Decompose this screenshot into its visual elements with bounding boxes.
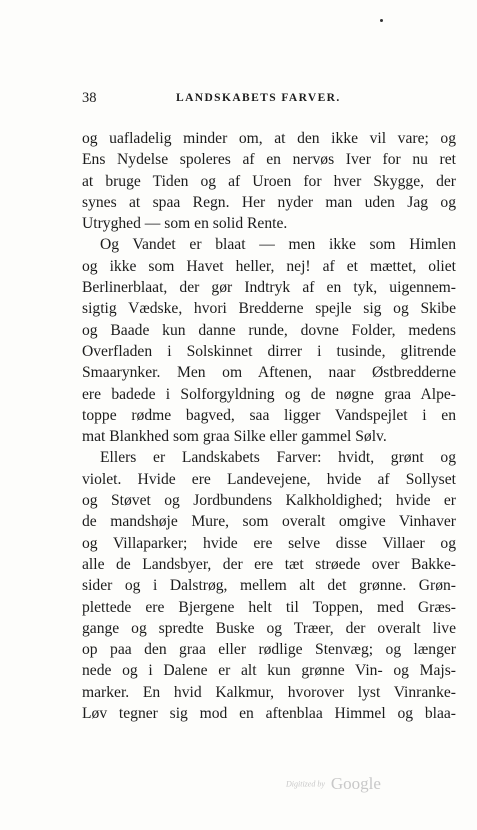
body-text	[82, 128, 456, 724]
text-line: Smaarynker. Men om Aftenen, naar Østbredderne	[82, 364, 456, 382]
text-line: Utryghed — som en solid Rente.	[82, 215, 288, 233]
text-line: plettede ere Bjergene helt til Toppen, med Græs-	[82, 598, 456, 616]
watermark-prefix: Digitized by	[286, 779, 325, 789]
text-line: alle de Landsbyer, der ere tæt strøede over Bakke-	[82, 555, 456, 573]
text-line: op paa den graa eller rødlige Stenvæg; og længer	[82, 641, 456, 659]
text-line: Ellers er Landskabets Farver: hvidt, grønt og	[100, 449, 456, 467]
text-line: mat Blankhed som graa Silke eller gammel Sølv.	[82, 428, 387, 446]
text-line: Løv tegner sig mod en aftenblaa Himmel og blaa-	[82, 705, 456, 723]
digitization-watermark	[286, 774, 406, 794]
text-line: violet. Hvide ere Landevejene, hvide af Sollyset	[82, 470, 456, 488]
text-line: Overfladen i Solskinnet dirrer i tusinde, glitrende	[82, 342, 456, 360]
text-line: nede og i Dalene er alt kun grønne Vin- og Majs-	[82, 662, 456, 680]
text-line: ere badede i Solforgyldning og de nøgne graa Alpe-	[82, 385, 456, 403]
running-head: LANDSKABETS FARVER.	[176, 92, 341, 104]
text-line: marker. En hvid Kalkmur, hvorover lyst Vinranke-	[82, 683, 456, 701]
ink-dot	[380, 19, 383, 22]
text-line: de mandshøje Mure, som overalt omgive Vinhaver	[82, 513, 456, 531]
page-number: 38	[82, 90, 97, 106]
text-line: at bruge Tiden og af Uroen for hver Skygge, der	[82, 172, 456, 190]
text-line: og Villaparker; hvide ere selve disse Villaer og	[82, 534, 456, 552]
text-line: og Baade kun danne runde, dovne Folder, medens	[82, 321, 456, 339]
text-line: Ens Nydelse spoleres af en nervøs Iver for nu ret	[82, 151, 456, 169]
text-line: synes at spaa Regn. Her nyder man uden Jag og	[82, 193, 456, 211]
text-line: gange og spredte Buske og Træer, der overalt live	[82, 619, 456, 637]
watermark-brand: Google	[330, 774, 381, 793]
text-line: Berlinerblaat, der gør Indtryk af en tyk, uigennem-	[82, 279, 456, 297]
text-line: Og Vandet er blaat — men ikke som Himlen	[100, 236, 456, 254]
text-line: toppe rødme bagved, saa ligger Vandspejlet i en	[82, 406, 456, 424]
text-line: sigtig Vædske, hvori Bredderne spejle sig og Skibe	[82, 300, 456, 318]
text-line: og ikke som Havet heller, nej! af et mættet, oliet	[82, 257, 456, 275]
text-line: og Støvet og Jordbundens Kalkholdighed; hvide er	[82, 492, 456, 510]
page-header	[82, 90, 456, 110]
text-line: og uafladelig minder om, at den ikke vil vare; og	[82, 130, 456, 147]
text-line: sider og i Dalstrøg, mellem alt det grønne. Grøn-	[82, 577, 456, 595]
